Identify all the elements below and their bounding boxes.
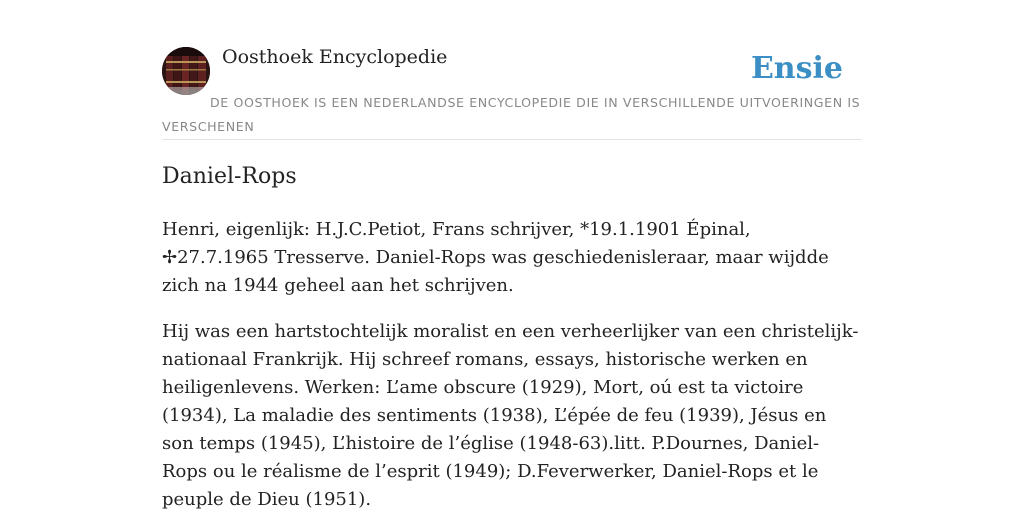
site-avatar[interactable] bbox=[162, 47, 210, 95]
article-paragraph-1: Henri, eigenlijk: H.J.C.Petiot, Frans schrijver, *19.1.1901 Épinal, ✢27.7.1965 Tresserve. Daniel-Rops was geschiedenisleraar, maar wijdde zich na 1944 geheel aan het schrijven. bbox=[162, 219, 829, 296]
article-title: Daniel-Rops bbox=[162, 164, 297, 189]
article-paragraph-2: Hij was een hartstochtelijk moralist en een verheerlijker van een christelijk-nationaal Frankrijk. Hij schreef romans, essays, historische werken en heiligenlevens. Werken: L’ame obscure (1929), Mort, oú est ta victoire (1934), La maladie des sentiments (1938), L’épée de feu (1939), Jésus en son temps (1945), L’histoire de l’église (1948-63).litt. P.Dournes, Daniel-Rops ou le réalisme de l’esprit (1949); D.Feverwerker, Daniel-Rops et le peuple de Dieu (1951). bbox=[162, 321, 859, 510]
header-divider bbox=[162, 139, 862, 140]
book-spines-icon bbox=[162, 47, 210, 95]
site-title[interactable]: Oosthoek Encyclopedie bbox=[222, 46, 448, 68]
article-body bbox=[162, 216, 862, 512]
site-tagline: DE OOSTHOEK IS EEN NEDERLANDSE ENCYCLOPEDIE DIE IN VERSCHILLENDE UITVOERINGEN IS VERSCHENEN bbox=[162, 95, 861, 134]
brand-logo[interactable]: Ensie bbox=[750, 51, 843, 86]
